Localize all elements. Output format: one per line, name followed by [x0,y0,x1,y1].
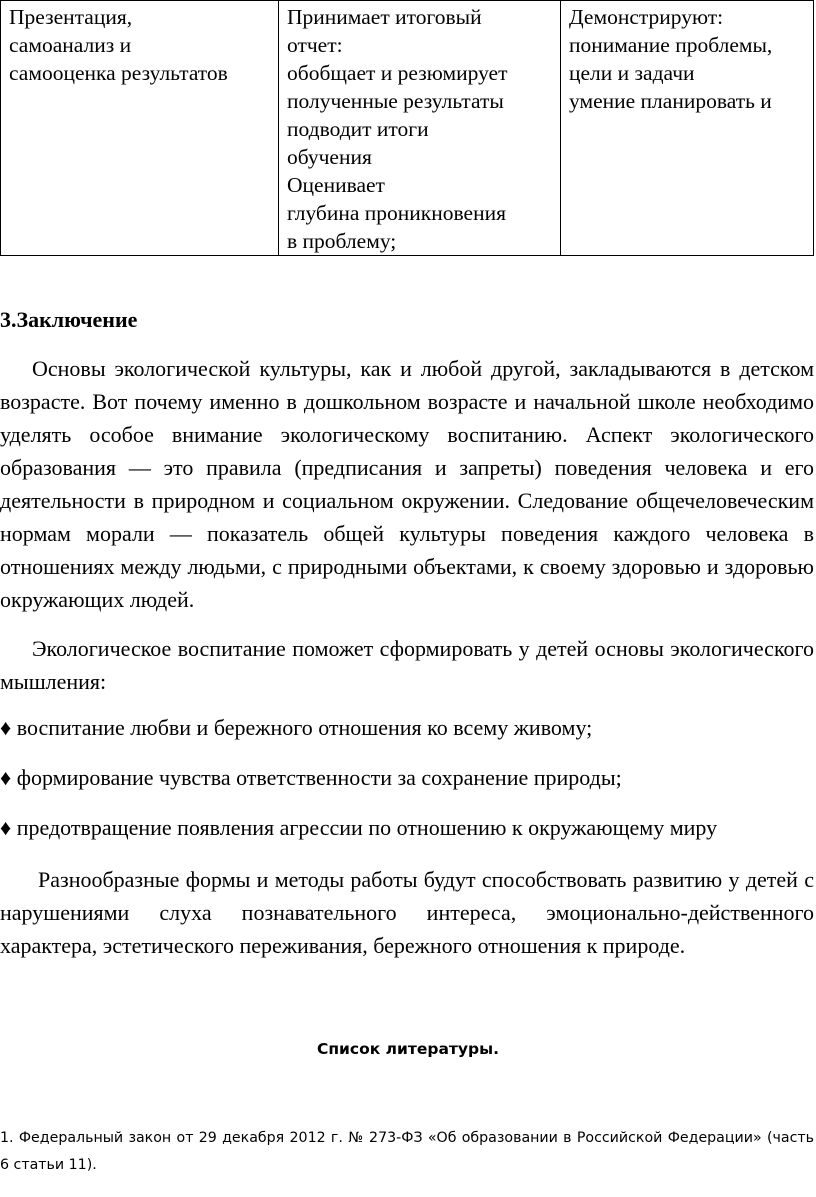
cell-line: понимание проблемы, [569,33,773,57]
literature-title: Список литературы. [316,1040,500,1058]
conclusion-paragraph-1: Основы экологической культуры, как и любой другой, закладываются в детском возрасте. Вот почему именно в дошкольном возрасте и начальной школе необходимо уделять особое внимание экологическому воспитанию. Аспект экологического образования — это правила (предписания и запреты) поведения человека и его деятельности в природном и социальном окружении. Следование общечеловеческим нормам морали — показатель общей культуры поведения каждого человека в отношениях между людьми, с природными объектами, к своему здоровью и здоровью окружающих людей. [0,356,814,612]
results-table [0,0,814,256]
cell-line: полученные результаты [287,89,504,113]
cell-line: глубина проникновения [287,201,506,225]
cell-line: обучения [287,145,372,169]
section-heading: 3.Заключение [0,307,138,332]
cell-line: самоанализ и [9,33,132,57]
bullet-item: ♦ предотвращение появления агрессии по отношению к окружающему миру [0,815,718,840]
conclusion-paragraph-2: Экологическое воспитание поможет сформировать у детей основы экологического мышления: [0,636,814,694]
cell-line: Оценивает [287,173,385,197]
table-cell-students [561,1,814,256]
cell-line: умение планировать и [569,89,772,113]
conclusion-paragraph-3: Разнообразные формы и методы работы будут способствовать развитию у детей с нарушениями слуха познавательного интереса, эмоционально-действенного характера, эстетического переживания, бережного отношения к природе. [0,867,814,958]
cell-line: обобщает и резюмирует [287,61,508,85]
table-row [1,1,814,256]
cell-line: Презентация, [9,5,133,29]
cell-line: цели и задачи [569,61,695,85]
table-cell-stage [1,1,279,256]
cell-line: отчет: [287,33,343,57]
cell-line: подводит итоги [287,117,429,141]
bullet-item: ♦ воспитание любви и бережного отношения ко всему живому; [0,715,593,740]
cell-line: в проблему; [287,229,397,253]
cell-line: самооценка результатов [9,61,228,85]
table-cell-teacher [279,1,561,256]
cell-line: Принимает итоговый [287,5,482,29]
literature-item: 1. Федеральный закон от 29 декабря 2012 г. № 273-ФЗ «Об образовании в Российской Федерации» (часть 6 статьи 11). [0,1130,814,1173]
bullet-item: ♦ формирование чувства ответственности за сохранение природы; [0,765,622,790]
cell-line: Демонстрируют: [569,5,724,29]
